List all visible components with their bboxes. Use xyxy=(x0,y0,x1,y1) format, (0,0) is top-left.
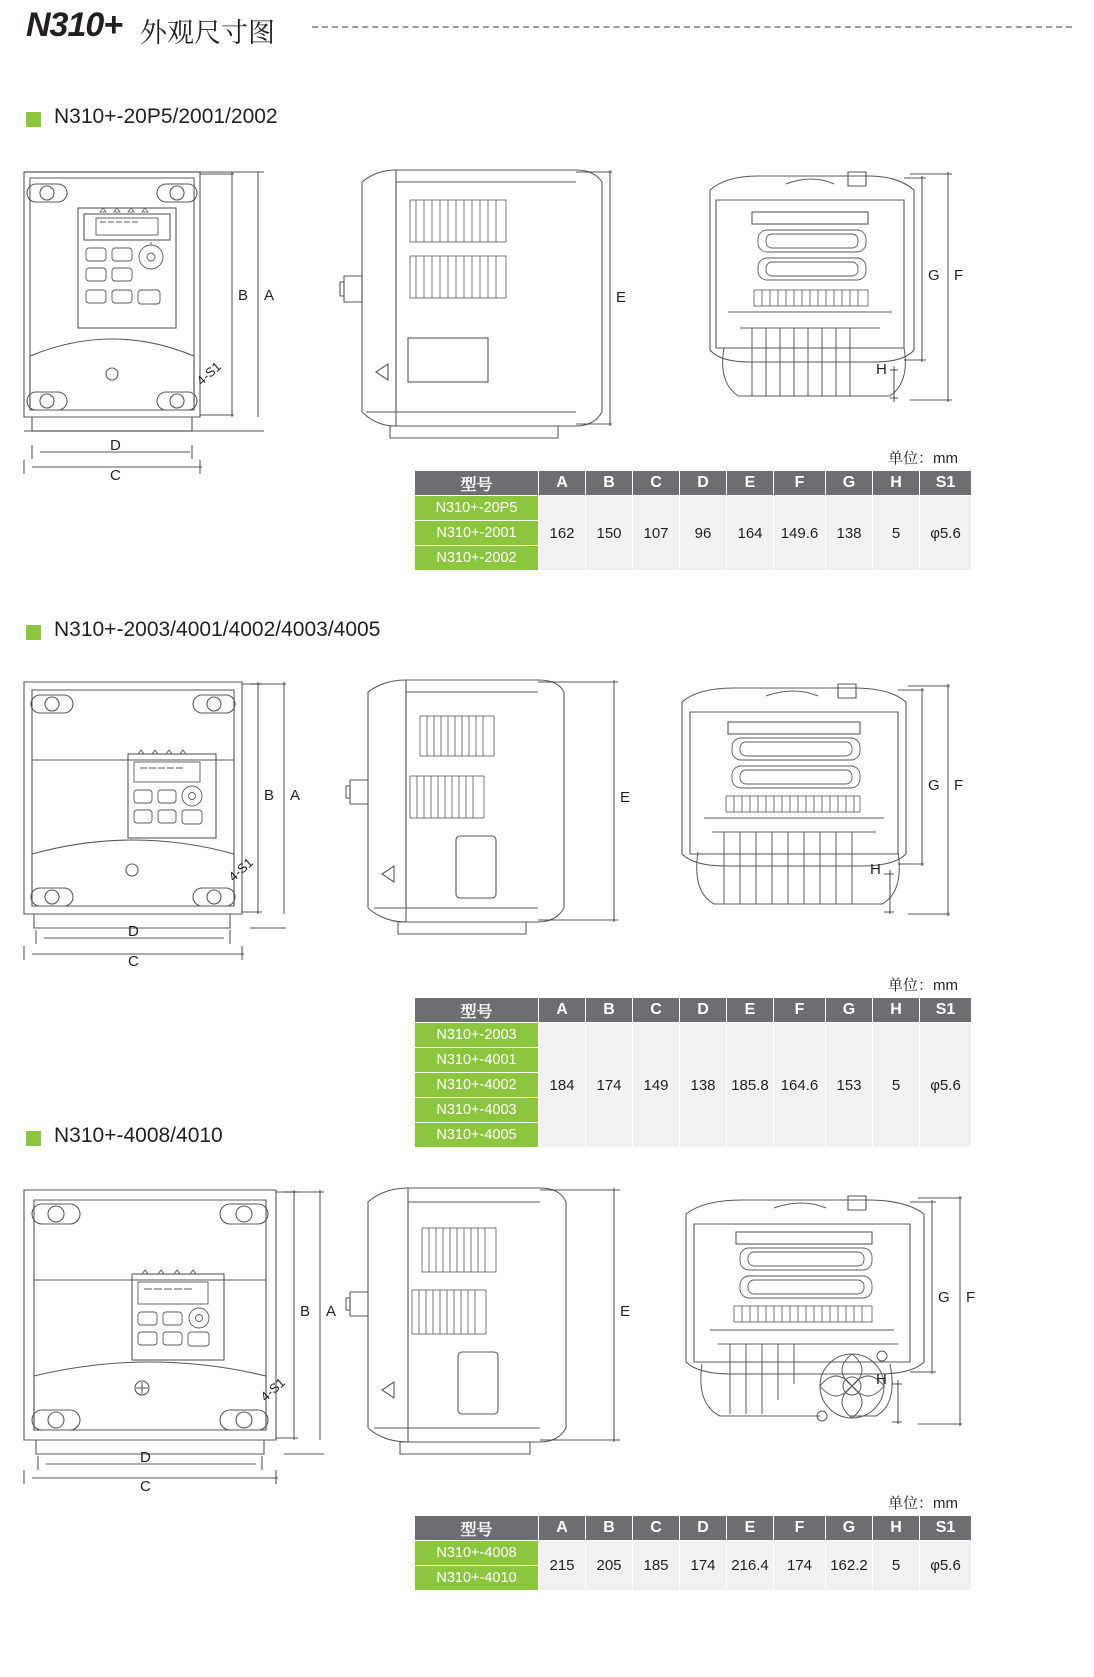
dim-label-D: D xyxy=(110,437,121,454)
dim-label-G: G xyxy=(928,267,940,284)
value-cell-F: 164.6 xyxy=(774,1023,826,1148)
value-cell-C: 149 xyxy=(633,1023,680,1148)
value-cell-F: 174 xyxy=(774,1541,826,1591)
col-header-S1: S1 xyxy=(920,1516,972,1541)
drawing-group-2 xyxy=(10,672,1070,970)
dim-label-D: D xyxy=(140,1449,151,1466)
value-cell-D: 174 xyxy=(680,1541,727,1591)
dim-label-E: E xyxy=(616,289,627,306)
value-cell-H: 5 xyxy=(873,1023,920,1148)
col-header-model: 型号 xyxy=(415,1516,539,1541)
col-header-E: E xyxy=(727,998,774,1023)
drawing-group-3 xyxy=(10,1180,1070,1495)
units-label-1: 单位：mm xyxy=(888,450,958,467)
model-cell: N310+-2002 xyxy=(415,546,539,571)
dimension-table-1 xyxy=(414,470,972,571)
table-row xyxy=(415,1541,972,1566)
dim-label-B: B xyxy=(238,287,249,304)
col-header-S1: S1 xyxy=(920,471,972,496)
model-cell: N310+-4001 xyxy=(415,1048,539,1073)
col-header-F: F xyxy=(774,998,826,1023)
dim-label-E: E xyxy=(620,789,631,806)
model-cell: N310+-4003 xyxy=(415,1098,539,1123)
model-cell: N310+-4008 xyxy=(415,1541,539,1566)
value-cell-S1: φ5.6 xyxy=(920,1023,972,1148)
dim-label-C: C xyxy=(140,1478,151,1495)
dim-label-F: F xyxy=(954,267,964,284)
value-cell-H: 5 xyxy=(873,1541,920,1591)
col-header-H: H xyxy=(873,1516,920,1541)
col-header-G: G xyxy=(826,1516,873,1541)
product-logo: N310+ xyxy=(26,6,123,44)
value-cell-B: 174 xyxy=(586,1023,633,1148)
value-cell-B: 150 xyxy=(586,496,633,571)
bullet-square-icon xyxy=(26,112,41,127)
model-cell: N310+-2003 xyxy=(415,1023,539,1048)
col-header-model: 型号 xyxy=(415,471,539,496)
value-cell-S1: φ5.6 xyxy=(920,496,972,571)
col-header-D: D xyxy=(680,998,727,1023)
col-header-G: G xyxy=(826,998,873,1023)
dim-label-H: H xyxy=(876,361,887,378)
value-cell-H: 5 xyxy=(873,496,920,571)
dim-label-F: F xyxy=(954,777,964,794)
units-label-2: 单位：mm xyxy=(888,977,958,994)
header-divider xyxy=(312,26,1072,28)
value-cell-D: 96 xyxy=(680,496,727,571)
value-cell-D: 138 xyxy=(680,1023,727,1148)
value-cell-E: 164 xyxy=(727,496,774,571)
dim-label-A: A xyxy=(290,787,301,804)
value-cell-C: 107 xyxy=(633,496,680,571)
col-header-B: B xyxy=(586,1516,633,1541)
section-heading-label: N310+-4008/4010 xyxy=(54,1124,223,1147)
dim-label-4S1: 4-S1 xyxy=(225,854,256,885)
dim-label-H: H xyxy=(870,861,881,878)
section-heading-label: N310+-2003/4001/4002/4003/4005 xyxy=(54,618,381,641)
dim-label-C: C xyxy=(128,953,139,970)
col-header-B: B xyxy=(586,998,633,1023)
col-header-H: H xyxy=(873,471,920,496)
col-header-G: G xyxy=(826,471,873,496)
table-row xyxy=(415,1023,972,1048)
value-cell-B: 205 xyxy=(586,1541,633,1591)
dim-label-C: C xyxy=(110,467,121,484)
dimension-table-3 xyxy=(414,1515,972,1591)
dim-label-A: A xyxy=(326,1303,337,1320)
page-header xyxy=(0,0,1094,62)
value-cell-C: 185 xyxy=(633,1541,680,1591)
bullet-square-icon xyxy=(26,625,41,640)
table-header-row xyxy=(415,1516,972,1541)
col-header-F: F xyxy=(774,1516,826,1541)
section-heading-label: N310+-20P5/2001/2002 xyxy=(54,105,278,128)
col-header-B: B xyxy=(586,471,633,496)
col-header-S1: S1 xyxy=(920,998,972,1023)
dim-label-E: E xyxy=(620,1303,631,1320)
model-cell: N310+-2001 xyxy=(415,521,539,546)
col-header-A: A xyxy=(539,998,586,1023)
dim-label-H: H xyxy=(876,1371,887,1388)
dim-label-A: A xyxy=(264,287,275,304)
dim-label-4S1: 4-S1 xyxy=(193,358,224,389)
table-header-row xyxy=(415,471,972,496)
table-header-row xyxy=(415,998,972,1023)
units-label-3: 单位：mm xyxy=(888,1495,958,1512)
model-cell: N310+-4010 xyxy=(415,1566,539,1591)
model-cell: N310+-4005 xyxy=(415,1123,539,1148)
value-cell-F: 149.6 xyxy=(774,496,826,571)
drawing-group-1 xyxy=(10,160,1070,484)
col-header-C: C xyxy=(633,1516,680,1541)
col-header-E: E xyxy=(727,1516,774,1541)
bullet-square-icon xyxy=(26,1131,41,1146)
col-header-C: C xyxy=(633,998,680,1023)
col-header-A: A xyxy=(539,1516,586,1541)
value-cell-E: 216.4 xyxy=(727,1541,774,1591)
dim-label-F: F xyxy=(966,1289,976,1306)
col-header-model: 型号 xyxy=(415,998,539,1023)
col-header-C: C xyxy=(633,471,680,496)
model-cell: N310+-4002 xyxy=(415,1073,539,1098)
dim-label-B: B xyxy=(264,787,275,804)
col-header-D: D xyxy=(680,471,727,496)
value-cell-A: 215 xyxy=(539,1541,586,1591)
dimension-table-2 xyxy=(414,997,972,1148)
dim-label-B: B xyxy=(300,1303,311,1320)
value-cell-S1: φ5.6 xyxy=(920,1541,972,1591)
col-header-D: D xyxy=(680,1516,727,1541)
col-header-A: A xyxy=(539,471,586,496)
value-cell-A: 184 xyxy=(539,1023,586,1148)
value-cell-E: 185.8 xyxy=(727,1023,774,1148)
col-header-H: H xyxy=(873,998,920,1023)
dim-label-D: D xyxy=(128,923,139,940)
value-cell-A: 162 xyxy=(539,496,586,571)
model-cell: N310+-20P5 xyxy=(415,496,539,521)
value-cell-G: 153 xyxy=(826,1023,873,1148)
page-title: 外观尺寸图 xyxy=(140,18,275,48)
dim-label-4S1: 4-S1 xyxy=(257,1374,288,1405)
dim-label-G: G xyxy=(928,777,940,794)
dim-label-G: G xyxy=(938,1289,950,1306)
value-cell-G: 138 xyxy=(826,496,873,571)
col-header-F: F xyxy=(774,471,826,496)
value-cell-G: 162.2 xyxy=(826,1541,873,1591)
col-header-E: E xyxy=(727,471,774,496)
table-row xyxy=(415,496,972,521)
